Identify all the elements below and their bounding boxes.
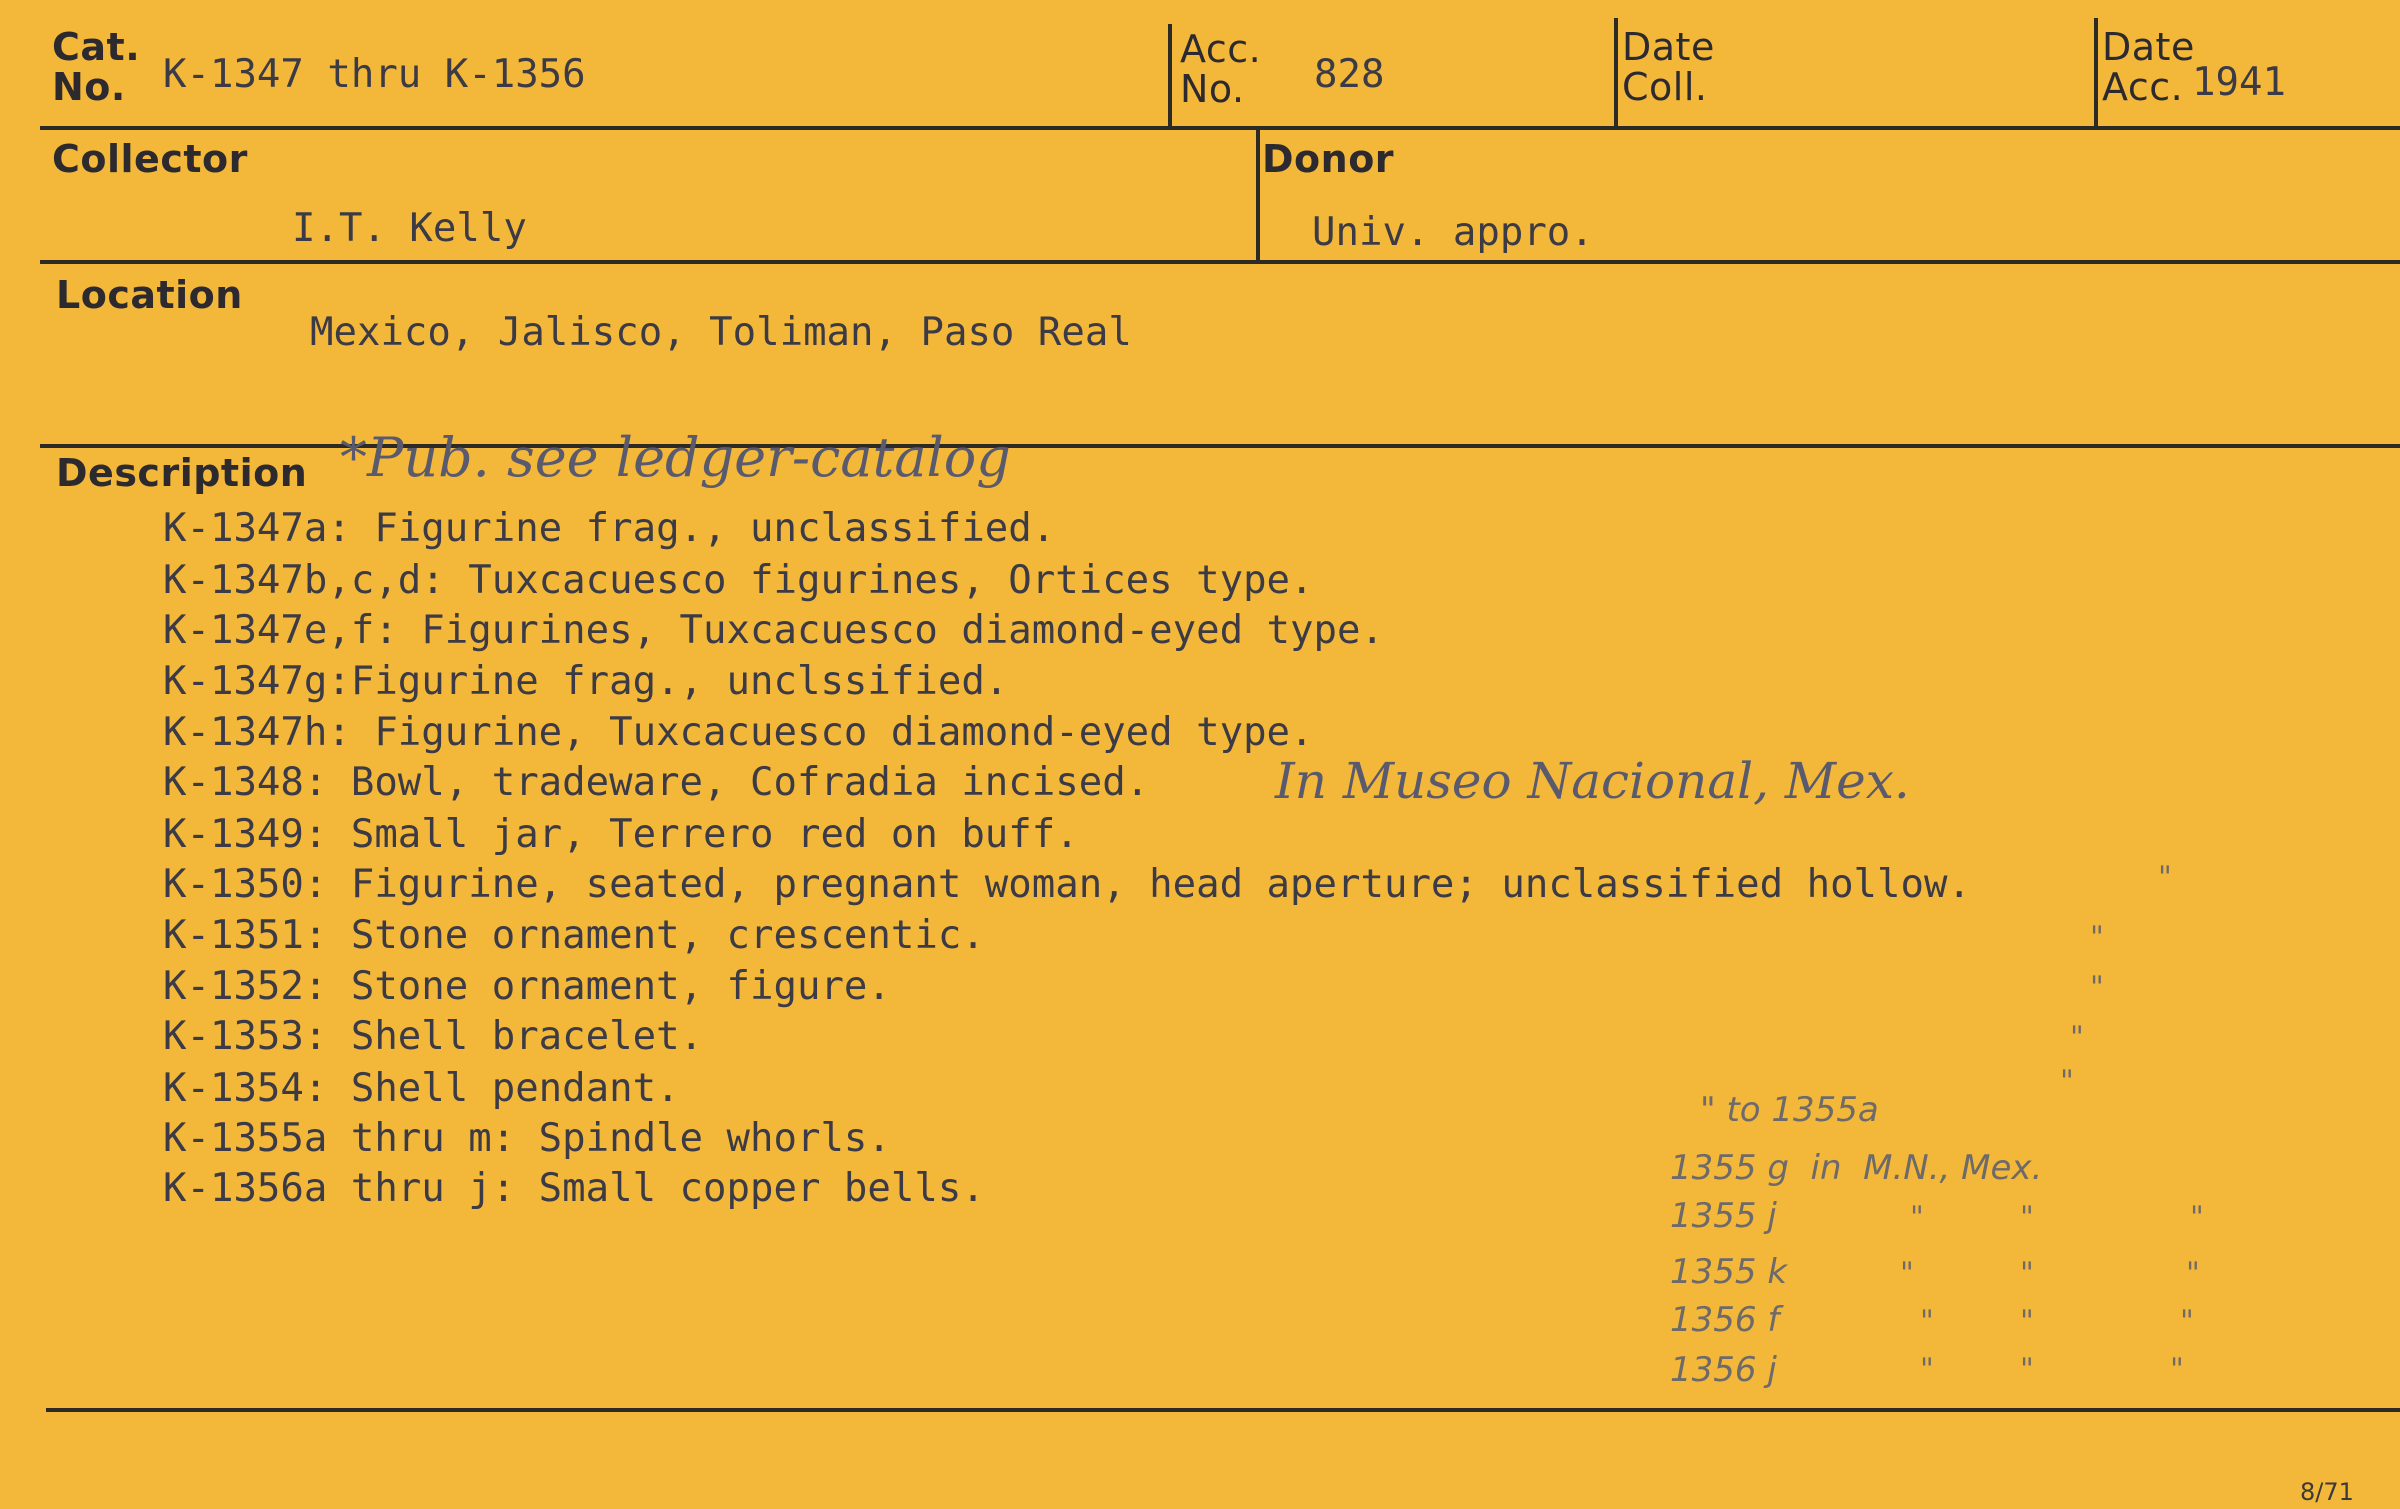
description-line: K-1348: Bowl, tradeware, Cofradia incised. (163, 760, 1150, 805)
description-line: K-1355a thru m: Spindle whorls. (163, 1116, 891, 1161)
description-line: K-1350: Figurine, seated, pregnant woman, head aperture; unclassified hollow. (163, 862, 1971, 907)
description-label: Description (56, 451, 308, 495)
date-acc-value: 1941 (2192, 60, 2286, 105)
pencil-note: 1355 j (1670, 1196, 1777, 1236)
rule-collector-donor (1256, 128, 1260, 262)
rule-datecoll-dateacc (2094, 18, 2098, 128)
rule-description-bottom (46, 1408, 2400, 1412)
rule-cat-acc (1168, 24, 1172, 128)
ditto-mark: " (2070, 1020, 2084, 1055)
handwritten-museum-note: In Museo Nacional, Mex. (1275, 752, 1910, 810)
description-line: K-1347g:Figurine frag., unclssified. (163, 659, 1009, 704)
pencil-note: 1355 k (1670, 1252, 1788, 1292)
date-coll-label: Date Coll. (1622, 25, 1715, 109)
acc-no-value: 828 (1314, 52, 1385, 97)
ditto-mark: " (1920, 1304, 1934, 1339)
donor-label: Donor (1262, 137, 1395, 181)
ditto-mark: " (2020, 1200, 2034, 1235)
pencil-note: 1356 j (1670, 1350, 1777, 1390)
date-acc-label: Date Acc. (2102, 25, 2195, 109)
pencil-note: 1355 g in M.N., Mex. (1670, 1148, 2043, 1188)
description-line: K-1347h: Figurine, Tuxcacuesco diamond-eyed type. (163, 710, 1314, 755)
pencil-note: " to 1355a (1700, 1090, 1879, 1130)
ditto-mark: " (2186, 1256, 2200, 1291)
ditto-mark: " (2020, 1256, 2034, 1291)
description-line: K-1351: Stone ornament, crescentic. (163, 913, 985, 958)
cat-no-label: Cat. No. (52, 25, 141, 109)
location-label: Location (56, 273, 243, 317)
ditto-mark: " (2020, 1304, 2034, 1339)
description-line: K-1349: Small jar, Terrero red on buff. (163, 812, 1079, 857)
collector-value: I.T. Kelly (292, 206, 527, 251)
cat-no-value: K-1347 thru K-1356 (163, 52, 586, 97)
ditto-mark: " (2170, 1352, 2184, 1387)
ditto-mark: " (2060, 1064, 2074, 1099)
collector-label: Collector (52, 137, 248, 181)
rule-collector-bottom (40, 260, 2400, 264)
description-line: K-1347b,c,d: Tuxcacuesco figurines, Ortices type. (163, 558, 1314, 603)
rule-acc-datecoll (1614, 18, 1618, 128)
acc-no-label: Acc. No. (1180, 27, 1262, 111)
description-line: K-1347a: Figurine frag., unclassified. (163, 506, 1056, 551)
description-line: K-1352: Stone ornament, figure. (163, 964, 891, 1009)
ditto-mark: " (2090, 920, 2104, 955)
ditto-mark: " (2158, 860, 2172, 895)
donor-value: Univ. appro. (1312, 210, 1594, 255)
ditto-mark: " (2020, 1352, 2034, 1387)
corner-code: 8/71 (2300, 1478, 2354, 1506)
description-line: K-1356a thru j: Small copper bells. (163, 1166, 985, 1211)
ditto-mark: " (2090, 970, 2104, 1005)
pencil-note: 1356 f (1670, 1300, 1780, 1340)
ditto-mark: " (1910, 1200, 1924, 1235)
description-line: K-1353: Shell bracelet. (163, 1014, 704, 1059)
rule-header-bottom (40, 126, 2400, 130)
ditto-mark: " (1900, 1256, 1914, 1291)
description-line: K-1347e,f: Figurines, Tuxcacuesco diamond-eyed type. (163, 608, 1384, 653)
ditto-mark: " (2190, 1200, 2204, 1235)
handwritten-pub-note: *Pub. see ledger-catalog (340, 426, 1011, 489)
description-line: K-1354: Shell pendant. (163, 1066, 680, 1111)
ditto-mark: " (2180, 1304, 2194, 1339)
location-value: Mexico, Jalisco, Toliman, Paso Real (310, 310, 1132, 355)
ditto-mark: " (1920, 1352, 1934, 1387)
